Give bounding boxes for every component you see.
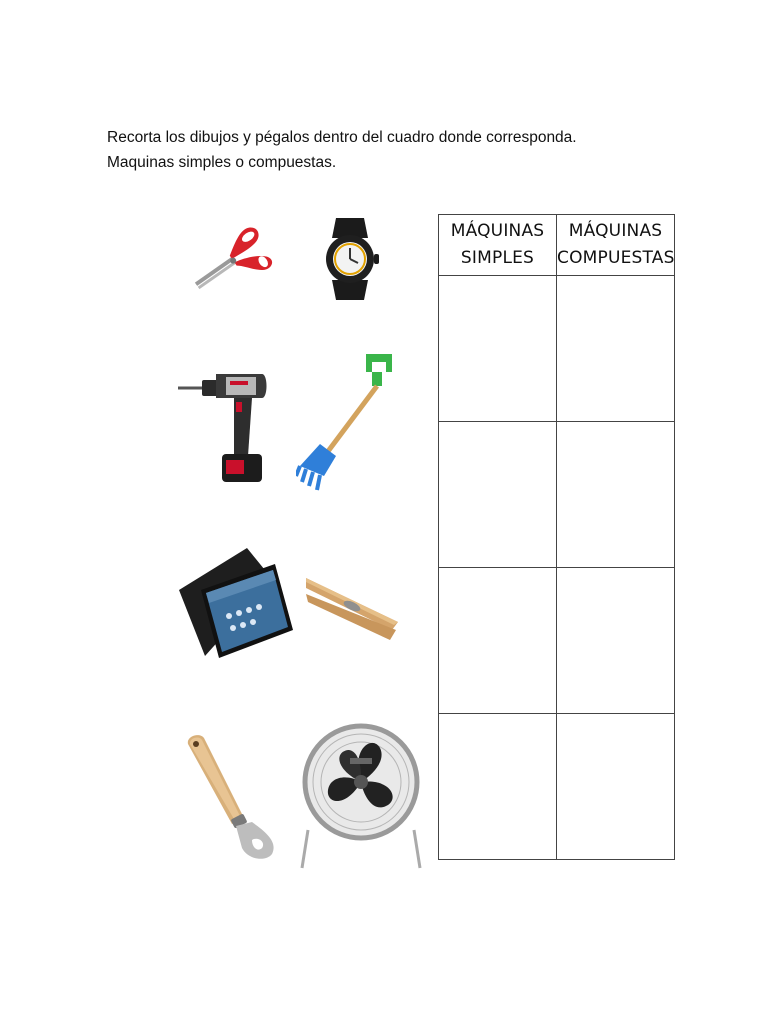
header-row (439, 215, 675, 276)
bottle-opener-image[interactable] (182, 732, 282, 862)
table-row (439, 276, 675, 422)
instructions (107, 125, 577, 175)
table-row (439, 568, 675, 714)
fan-image[interactable] (300, 700, 422, 878)
header-simple-line-1: MÁQUINAS (450, 221, 545, 241)
drill-icon (178, 368, 270, 488)
instruction-line-1: Recorta los dibujos y pégalos dentro del cuadro donde corresponda. (107, 129, 577, 146)
watch-icon (318, 214, 382, 304)
instruction-line-2: Maquinas simples o compuestas. (107, 154, 337, 171)
simple-cell[interactable] (439, 714, 557, 860)
sorting-table (438, 214, 675, 860)
scissors-image[interactable] (185, 218, 277, 304)
table-row (439, 714, 675, 860)
header-simple-machines (439, 215, 557, 276)
clothespin-icon (304, 572, 400, 644)
tablet-icon (175, 546, 295, 664)
tablet-image[interactable] (175, 546, 295, 664)
compound-cell[interactable] (557, 422, 675, 568)
fan-icon (300, 700, 422, 878)
simple-cell[interactable] (439, 422, 557, 568)
header-compound-line-1: MÁQUINAS (568, 221, 663, 241)
drill-image[interactable] (178, 368, 270, 488)
compound-cell[interactable] (557, 568, 675, 714)
wristwatch-image[interactable] (318, 214, 382, 304)
simple-cell[interactable] (439, 276, 557, 422)
header-simple-line-2: SIMPLES (460, 248, 535, 268)
table-row (439, 422, 675, 568)
header-compound-line-2: COMPUESTAS (557, 248, 675, 268)
header-compound-machines (557, 215, 675, 276)
scissors-icon (185, 218, 277, 304)
rake-icon (296, 350, 400, 492)
rake-image[interactable] (296, 350, 400, 492)
compound-cell[interactable] (557, 714, 675, 860)
compound-cell[interactable] (557, 276, 675, 422)
clothespin-image[interactable] (304, 572, 400, 644)
bottle-opener-icon (182, 732, 282, 862)
simple-cell[interactable] (439, 568, 557, 714)
